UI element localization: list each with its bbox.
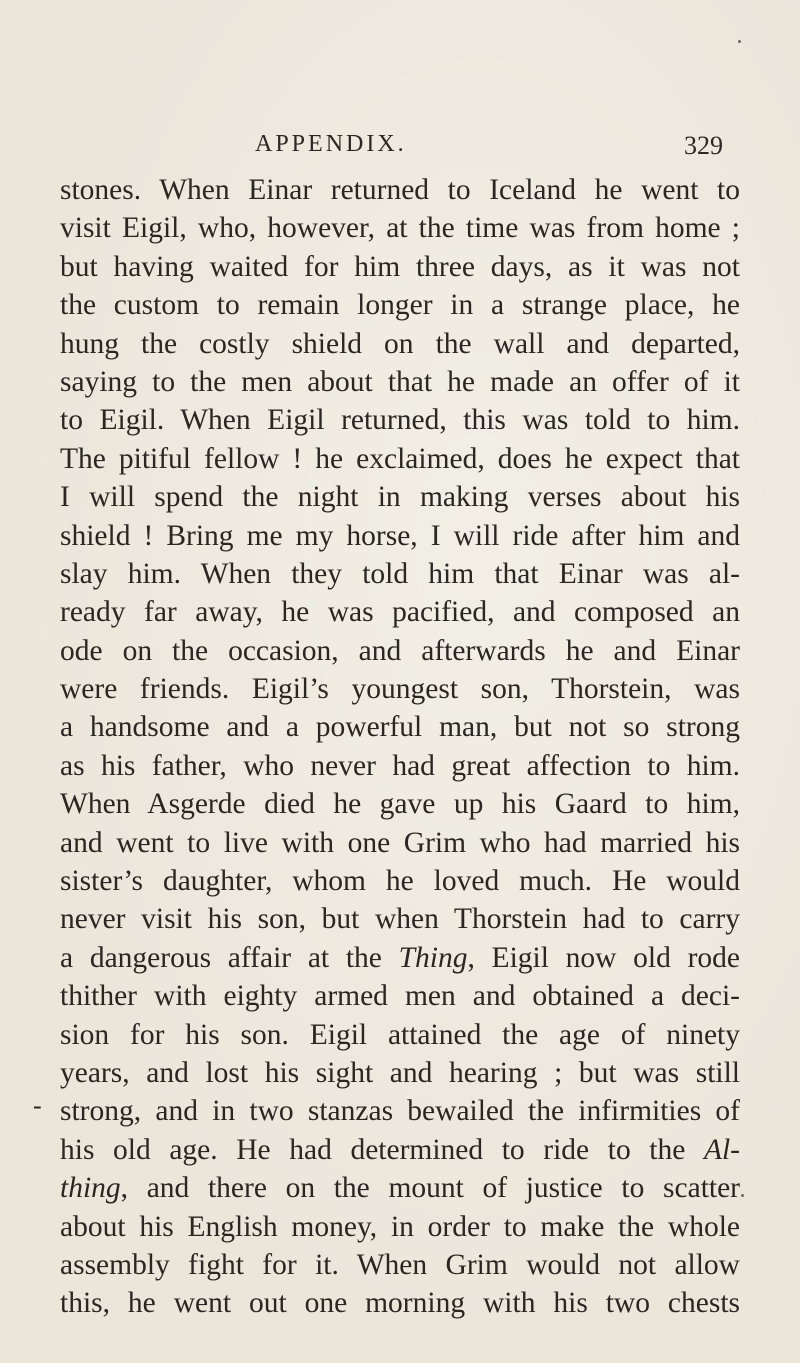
text-line: sion for his son. Eigil attained the age of ninety [60,1018,740,1051]
running-head-title: APPENDIX. [255,131,407,157]
text-line: about his English money, in order to make the whole [60,1210,740,1243]
text-line: to Eigil. When Eigil returned, this was told to him. [60,404,740,437]
text-line: I will spend the night in making verses about his [60,481,740,514]
body-text [60,171,740,1323]
text-line: ode on the occasion, and afterwards he and Einar [60,634,740,667]
text-line: slay him. When they told him that Einar was al- [60,557,740,590]
text-line: shield ! Bring me my horse, I will ride after him and [60,519,740,552]
text-line: the custom to remain longer in a strange place, he [60,289,740,322]
text-line: assembly fight for it. When Grim would not allow [60,1248,740,1281]
text-line: as his father, who never had great affection to him. [60,749,740,782]
paper-speck [741,1194,744,1197]
text-line: strong, and in two stanzas bewailed the infirmities of [60,1095,740,1128]
text-line: thing, and there on the mount of justice to scatter [60,1172,740,1205]
text-line: were friends. Eigil’s youngest son, Thorstein, was [60,673,740,706]
text-line: his old age. He had determined to ride to the Al- [60,1133,740,1166]
text-line: years, and lost his sight and hearing ; but was still [60,1056,740,1089]
text-line: ready far away, he was pacified, and composed an [60,596,740,629]
text-line: sister’s daughter, whom he loved much. He would [60,865,740,898]
margin-mark: - [33,1091,42,1120]
text-line: a dangerous affair at the Thing, Eigil now old rode [60,941,740,974]
text-line: hung the costly shield on the wall and departed, [60,327,740,360]
text-line: The pitiful fellow ! he exclaimed, does he expect that [60,442,740,475]
page-number: 329 [684,131,723,160]
text-line: never visit his son, but when Thorstein had to carry [60,903,740,936]
text-line: visit Eigil, who, however, at the time was from home ; [60,212,740,245]
running-head [0,131,800,171]
text-line: this, he went out one morning with his two chests [60,1287,740,1320]
paper-speck [738,40,741,43]
text-line: and went to live with one Grim who had married his [60,826,740,859]
text-line: stones. When Einar returned to Iceland he went to [60,174,740,206]
text-line: but having waited for him three days, as it was not [60,250,740,283]
text-line: a handsome and a powerful man, but not so strong [60,711,740,744]
text-line: When Asgerde died he gave up his Gaard to him, [60,788,740,821]
text-line: thither with eighty armed men and obtained a deci- [60,980,740,1013]
text-line: saying to the men about that he made an offer of it [60,365,740,398]
